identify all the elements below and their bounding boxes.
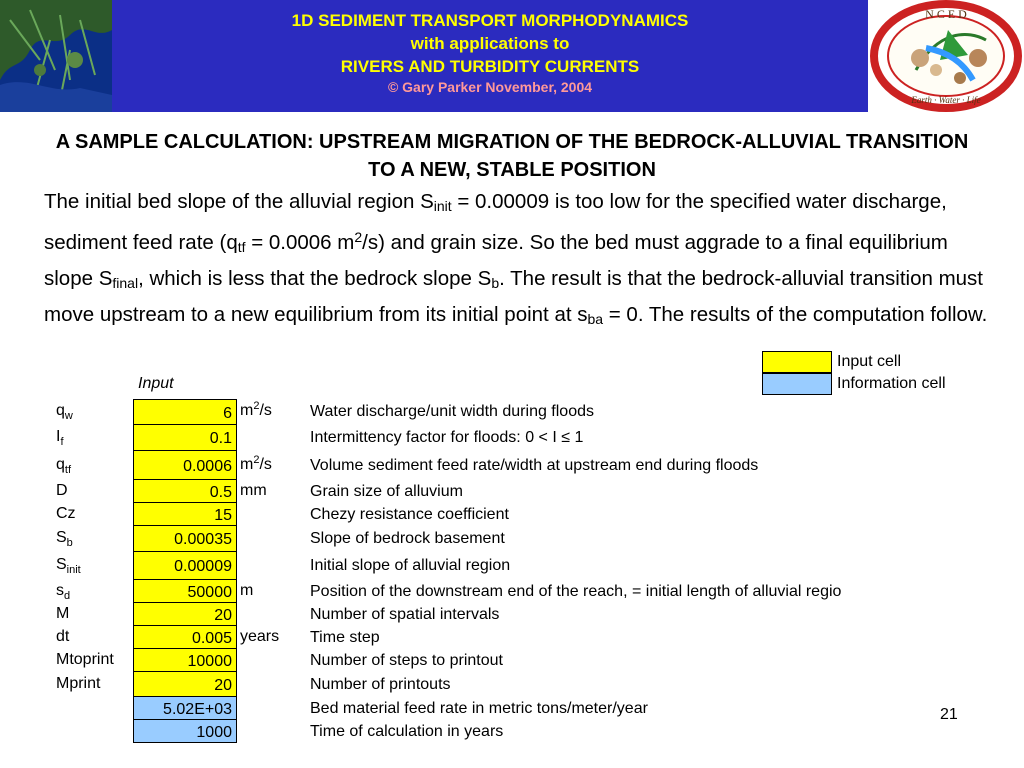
param-unit-suffix: /s — [259, 455, 272, 473]
param-unit — [240, 626, 279, 646]
banner-line-1: 1D SEDIMENT TRANSPORT MORPHODYNAMICS — [291, 11, 689, 30]
param-unit — [240, 400, 272, 420]
param-symbol — [56, 529, 73, 549]
para-text-5: , which is less that the bedrock slope S — [138, 267, 492, 290]
para-sub-ba: ba — [587, 311, 604, 327]
header-banner — [0, 0, 1024, 112]
page-number: 21 — [940, 706, 958, 723]
para-text-6: . The result is that the bedrock-alluvial transition must move upstream to a new equilibrium from its initial point at s — [44, 267, 983, 326]
param-description: Slope of bedrock basement — [310, 530, 505, 547]
input-cell[interactable]: 20 — [133, 603, 237, 626]
param-symbol — [56, 651, 114, 671]
param-unit-superscript: 2 — [253, 453, 260, 466]
param-unit-superscript: 2 — [253, 400, 260, 412]
param-description: Water discharge/unit width during floods — [310, 403, 594, 420]
param-description: Number of steps to printout — [310, 651, 503, 669]
banner-line-3: RIVERS AND TURBIDITY CURRENTS — [340, 57, 640, 76]
input-cell[interactable]: 0.0006 — [133, 451, 237, 480]
param-symbol — [56, 505, 76, 525]
param-description: Position of the downstream end of the reach, = initial length of alluvial regio — [310, 582, 842, 600]
info-cell: 5.02E+03 — [133, 697, 237, 720]
param-symbol-text: S — [56, 529, 67, 546]
param-symbol-text: dt — [56, 627, 70, 645]
param-unit-text: m — [240, 402, 254, 419]
param-unit-text: mm — [240, 481, 267, 499]
param-description: Grain size of alluvium — [310, 482, 463, 500]
input-cell[interactable]: 15 — [133, 503, 237, 526]
param-symbol-text: I — [56, 428, 61, 445]
intro-paragraph — [44, 186, 990, 335]
param-description: Intermittency factor for floods: 0 < I ≤ 1 — [310, 429, 584, 446]
para-sub-b: b — [491, 275, 500, 291]
input-cell[interactable]: 0.005 — [133, 626, 237, 649]
para-sub-tf: tf — [237, 239, 246, 255]
param-description: Number of spatial intervals — [310, 605, 500, 623]
legend-info-swatch — [762, 373, 832, 395]
param-symbol-subscript: b — [66, 537, 73, 550]
nced-logo-icon — [868, 0, 1024, 112]
param-unit — [240, 480, 267, 500]
banner-title-area — [112, 0, 868, 112]
param-unit-text: years — [240, 627, 280, 645]
input-column-header: Input — [138, 375, 174, 392]
param-symbol — [56, 456, 71, 476]
para-text-1: The initial bed slope of the alluvial region S — [44, 190, 434, 213]
input-cell[interactable]: 10000 — [133, 649, 237, 672]
input-cell[interactable]: 0.00035 — [133, 526, 237, 552]
param-symbol — [56, 482, 68, 502]
param-description: Initial slope of alluvial region — [310, 557, 511, 574]
param-description: Bed material feed rate in metric tons/meter/year — [310, 699, 648, 717]
param-symbol-subscript: tf — [64, 463, 72, 476]
param-unit — [240, 454, 272, 474]
input-cell[interactable]: 0.1 — [133, 425, 237, 451]
input-cell[interactable]: 0.00009 — [133, 552, 237, 580]
para-sup-2: 2 — [354, 229, 363, 245]
legend-input-label: Input cell — [837, 353, 902, 370]
param-symbol — [56, 428, 64, 448]
param-description: Volume sediment feed rate/width at upstream end during floods — [310, 456, 759, 474]
param-symbol-text: q — [56, 402, 65, 419]
para-text-7: = 0. The results of the computation follow. — [603, 303, 988, 326]
param-symbol — [56, 582, 70, 602]
param-description: Chezy resistance coefficient — [310, 505, 509, 523]
para-sub-init: init — [433, 198, 452, 214]
param-symbol-text: S — [56, 556, 67, 573]
legend-input-swatch — [762, 351, 832, 373]
banner-line-2: with applications to — [410, 34, 570, 53]
nced-logo — [868, 0, 1024, 112]
para-text-2: = 0.00009 is too low for the specified water discharge, sediment feed rate (q — [44, 190, 947, 254]
param-symbol — [56, 628, 69, 648]
param-symbol-text: Mprint — [56, 674, 101, 692]
param-unit-text: m — [240, 581, 254, 599]
param-symbol-text: D — [56, 481, 68, 499]
param-symbol-text: Mtoprint — [56, 650, 114, 668]
param-unit-suffix: /s — [259, 402, 272, 419]
param-symbol-subscript: init — [66, 564, 81, 577]
slide-title: A SAMPLE CALCULATION: UPSTREAM MIGRATION OF THE BEDROCK-ALLUVIAL TRANSITION TO A NEW, STABLE POSITION — [55, 131, 969, 181]
info-cell: 1000 — [133, 720, 237, 743]
para-text-3: = 0.0006 m — [245, 231, 355, 254]
param-symbol — [56, 556, 81, 576]
param-symbol-text: s — [56, 581, 64, 599]
param-symbol-subscript: w — [64, 410, 73, 423]
param-symbol-text: M — [56, 604, 70, 622]
param-unit-text: m — [240, 455, 254, 473]
delta-satellite-image — [0, 0, 112, 112]
para-sub-final: final — [112, 275, 139, 291]
param-description: Time of calculation in years — [310, 722, 504, 740]
param-symbol — [56, 605, 69, 625]
param-symbol-text: q — [56, 455, 65, 473]
legend-info-label: Information cell — [837, 375, 946, 392]
banner-copyright: © Gary Parker November, 2004 — [387, 79, 593, 95]
para-text-4: /s) and grain size. So the bed must aggrade to a final equilibrium slope S — [44, 231, 948, 290]
param-unit — [240, 580, 253, 600]
param-symbol — [56, 402, 73, 422]
svg-text:N C E D: N C E D — [925, 7, 967, 21]
input-cell[interactable]: 6 — [133, 399, 237, 425]
param-description: Number of printouts — [310, 675, 451, 693]
input-cell[interactable]: 50000 — [133, 580, 237, 603]
param-symbol-subscript: f — [60, 436, 64, 449]
input-cell[interactable]: 0.5 — [133, 480, 237, 503]
param-symbol-text: Cz — [56, 504, 76, 522]
param-description: Time step — [310, 628, 380, 646]
svg-text:Earth · Water · Life: Earth · Water · Life — [911, 95, 981, 105]
delta-image-icon — [0, 0, 112, 112]
param-symbol — [56, 675, 100, 695]
param-symbol-subscript: d — [64, 589, 71, 602]
input-cell[interactable]: 20 — [133, 672, 237, 697]
